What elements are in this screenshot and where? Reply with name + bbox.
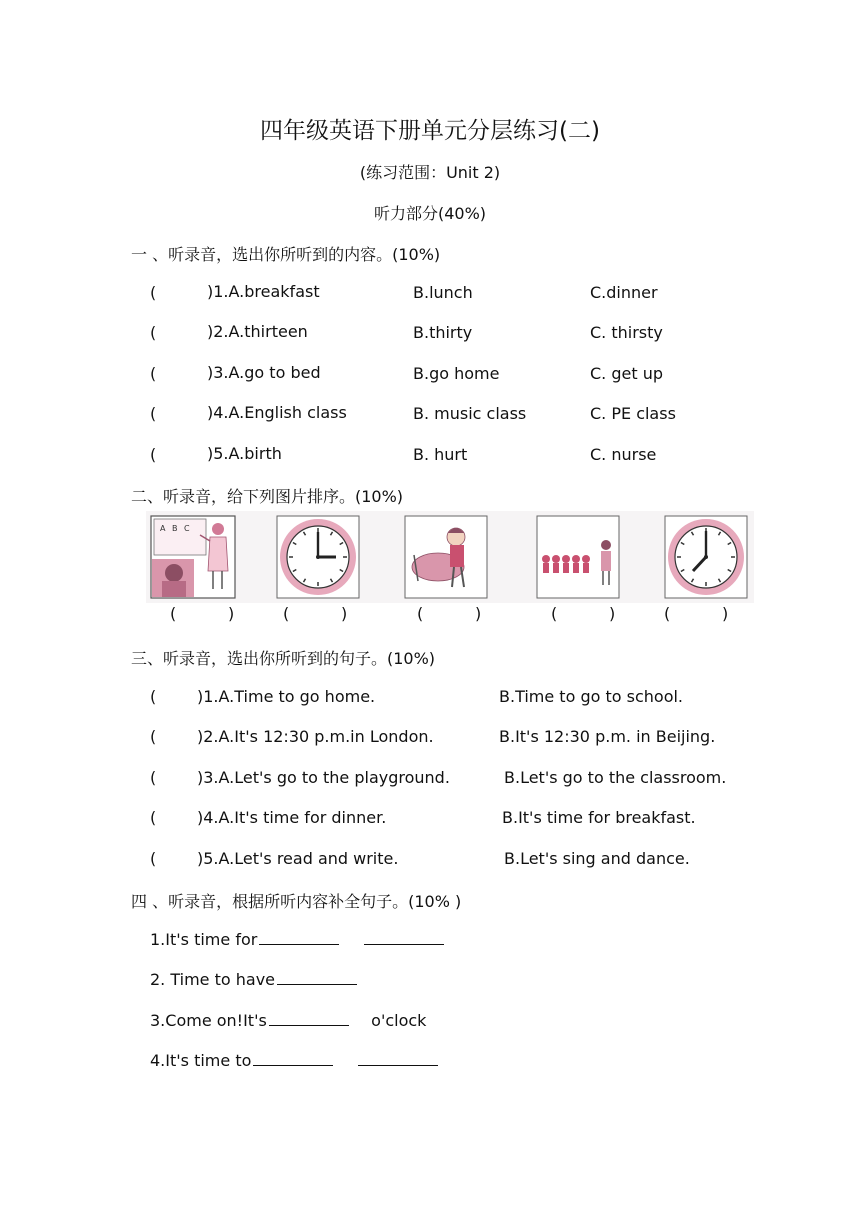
picture-answer-paren-open[interactable]: ( bbox=[417, 604, 424, 623]
answer-paren[interactable]: ( bbox=[150, 323, 157, 342]
child-in-bed-icon bbox=[404, 515, 488, 599]
sentence-option-b: B.It's 12:30 p.m. in Beijing. bbox=[499, 727, 716, 746]
fill-blank[interactable] bbox=[253, 1051, 333, 1066]
item-option-a: )3.A.go to bed bbox=[207, 363, 321, 382]
item-option-a: )4.A.English class bbox=[207, 403, 347, 422]
fill-sentence-text: 3.Come on!It's bbox=[150, 1011, 267, 1030]
fill-sentence bbox=[150, 930, 446, 949]
item-option-b: B. hurt bbox=[413, 445, 468, 464]
item-option-c: C. thirsty bbox=[590, 323, 663, 342]
fill-sentence bbox=[150, 1011, 426, 1030]
fill-sentence-text: 4.It's time to bbox=[150, 1051, 252, 1070]
answer-paren[interactable]: ( bbox=[150, 768, 157, 787]
sentence-option-b: B.Let's sing and dance. bbox=[504, 849, 690, 868]
children-in-line-icon bbox=[536, 515, 620, 599]
item-option-b: B.go home bbox=[413, 364, 500, 383]
picture-answer-paren-close[interactable]: ) bbox=[228, 604, 235, 623]
fill-sentence-suffix: o'clock bbox=[371, 1011, 427, 1030]
sentence-option-a: )2.A.It's 12:30 p.m.in London. bbox=[197, 727, 434, 746]
fill-blank[interactable] bbox=[269, 1011, 349, 1026]
item-option-a: )2.A.thirteen bbox=[207, 322, 308, 341]
item-option-a: )5.A.birth bbox=[207, 444, 282, 463]
section4-heading: 四 、听录音，根据所听内容补全句子。(10% ) bbox=[131, 892, 462, 911]
part-label: 听力部分(40%) bbox=[373, 204, 487, 223]
sentence-option-b: B.It's time for breakfast. bbox=[502, 808, 696, 827]
sentence-option-b: B.Time to go to school. bbox=[499, 687, 684, 706]
item-option-c: C. PE class bbox=[590, 404, 676, 423]
answer-paren[interactable]: ( bbox=[150, 404, 157, 423]
picture-answer-paren-open[interactable]: ( bbox=[283, 604, 290, 623]
fill-sentence-text: 1.It's time for bbox=[150, 930, 258, 949]
svg-text:B: B bbox=[172, 524, 178, 533]
fill-sentence bbox=[150, 970, 359, 989]
item-option-b: B. music class bbox=[413, 404, 527, 423]
sentence-option-a: )3.A.Let's go to the playground. bbox=[197, 768, 450, 787]
picture-answer-paren-open[interactable]: ( bbox=[664, 604, 671, 623]
page-subtitle: (练习范围：Unit 2) bbox=[359, 163, 501, 182]
sentence-option-b: B.Let's go to the classroom. bbox=[504, 768, 727, 787]
teacher-at-blackboard-icon bbox=[150, 515, 236, 599]
picture-answer-paren-open[interactable]: ( bbox=[170, 604, 177, 623]
section3-heading: 三、听录音，选出你所听到的句子。(10%) bbox=[131, 649, 436, 668]
answer-paren[interactable]: ( bbox=[150, 364, 157, 383]
answer-paren[interactable]: ( bbox=[150, 687, 157, 706]
item-option-b: B.thirty bbox=[413, 323, 473, 342]
svg-text:A: A bbox=[160, 524, 166, 533]
section2-heading: 二、听录音，给下列图片排序。(10%) bbox=[131, 487, 404, 506]
fill-sentence bbox=[150, 1051, 440, 1070]
picture-answer-paren-open[interactable]: ( bbox=[551, 604, 558, 623]
answer-paren[interactable]: ( bbox=[150, 849, 157, 868]
answer-paren[interactable]: ( bbox=[150, 808, 157, 827]
answer-paren[interactable]: ( bbox=[150, 445, 157, 464]
sentence-option-a: )1.A.Time to go home. bbox=[197, 687, 376, 706]
picture-answer-paren-close[interactable]: ) bbox=[609, 604, 616, 623]
page-title: 四年级英语下册单元分层练习(二) bbox=[260, 118, 600, 144]
picture-answer-paren-close[interactable]: ) bbox=[475, 604, 482, 623]
answer-paren[interactable]: ( bbox=[150, 283, 157, 302]
item-option-c: C.dinner bbox=[590, 283, 658, 302]
clock-three-icon bbox=[276, 515, 360, 599]
answer-paren[interactable]: ( bbox=[150, 727, 157, 746]
clock-eight-icon bbox=[664, 515, 748, 599]
picture-answer-paren-close[interactable]: ) bbox=[722, 604, 729, 623]
item-option-a: )1.A.breakfast bbox=[207, 282, 320, 301]
sentence-option-a: )5.A.Let's read and write. bbox=[197, 849, 399, 868]
item-option-c: C. nurse bbox=[590, 445, 657, 464]
section1-heading: 一 、听录音，选出你所听到的内容。(10%) bbox=[131, 245, 441, 264]
fill-blank[interactable] bbox=[277, 970, 357, 985]
fill-blank[interactable] bbox=[358, 1051, 438, 1066]
picture-answer-paren-close[interactable]: ) bbox=[341, 604, 348, 623]
fill-blank[interactable] bbox=[364, 930, 444, 945]
svg-text:C: C bbox=[184, 524, 190, 533]
fill-blank[interactable] bbox=[259, 930, 339, 945]
item-option-c: C. get up bbox=[590, 364, 663, 383]
fill-sentence-text: 2. Time to have bbox=[150, 970, 275, 989]
item-option-b: B.lunch bbox=[413, 283, 473, 302]
sentence-option-a: )4.A.It's time for dinner. bbox=[197, 808, 387, 827]
